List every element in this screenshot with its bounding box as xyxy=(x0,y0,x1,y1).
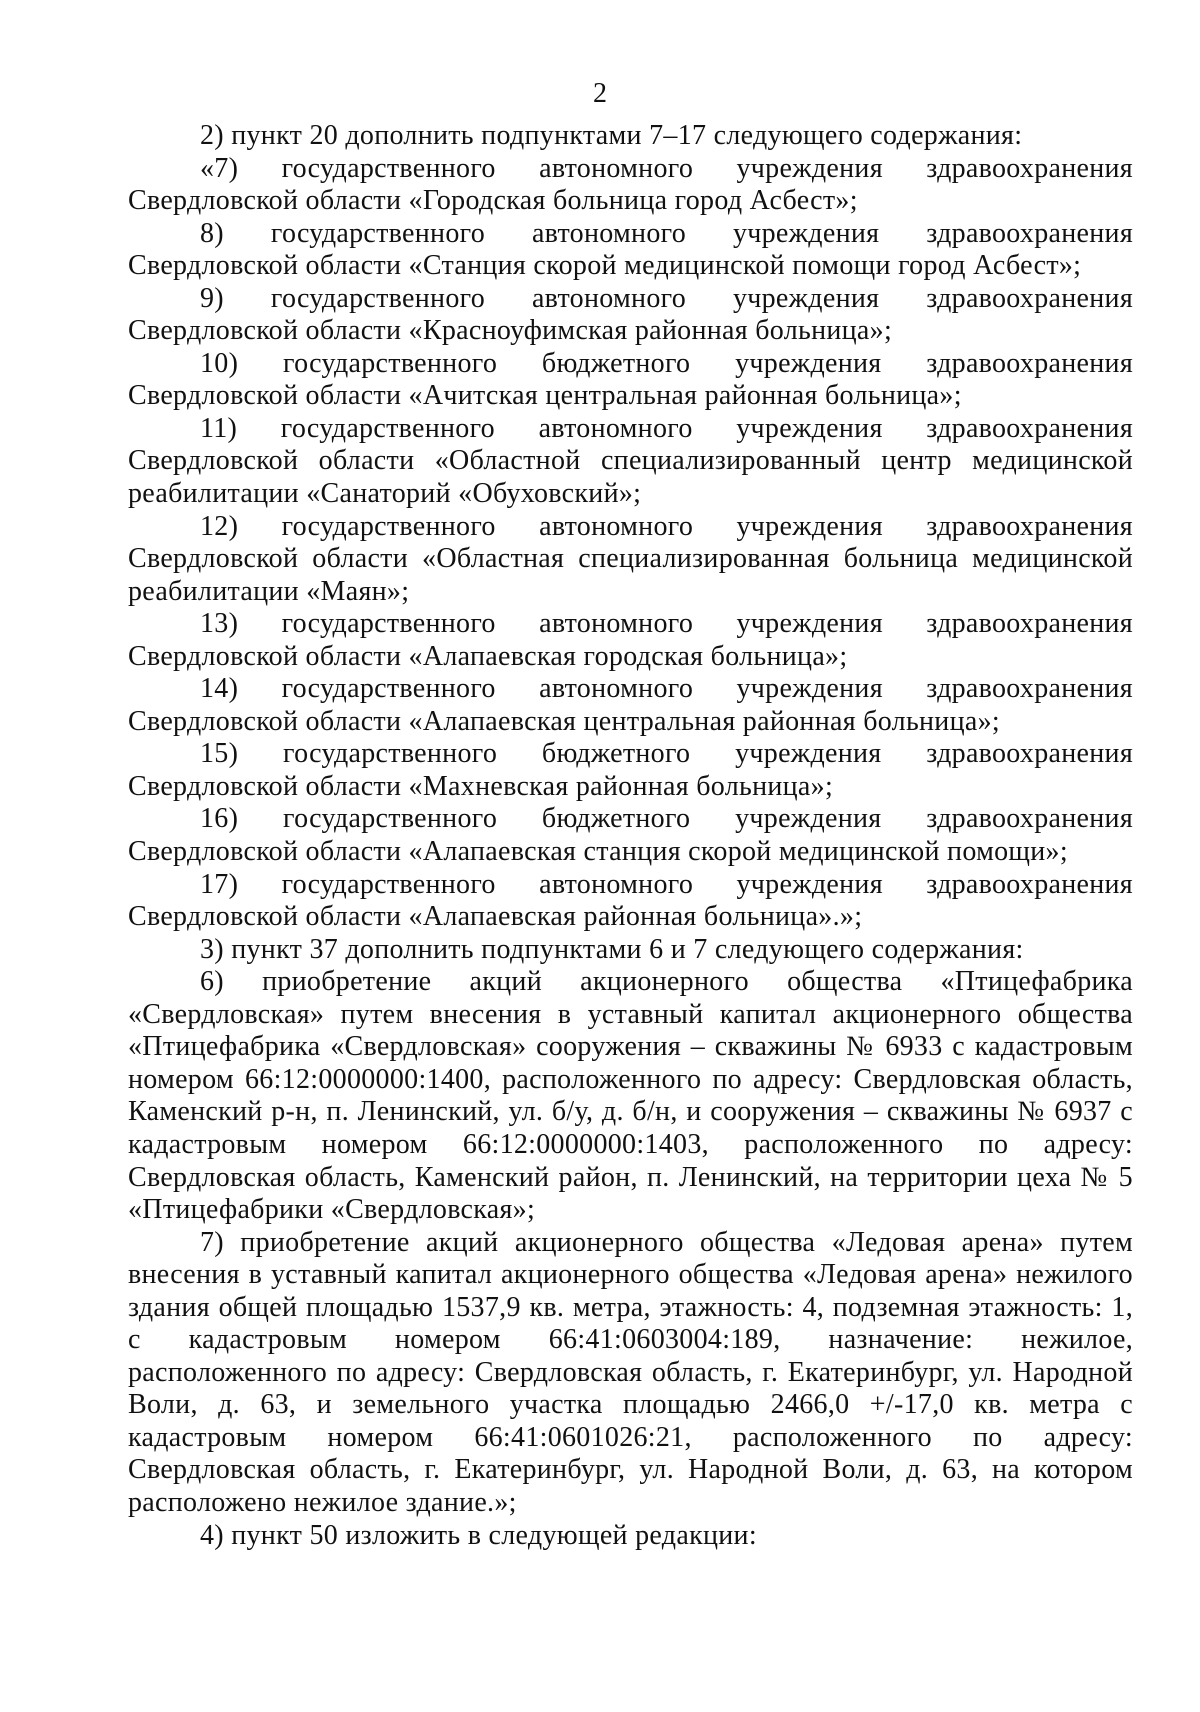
subitem-17: 17) государственного автономного учреждения здравоохранения Свердловской области «Алапаевская районная больница».»; xyxy=(128,868,1133,933)
subitem-12: 12) государственного автономного учреждения здравоохранения Свердловской области «Областная специализированная больница медицинской реабилитации «Маян»; xyxy=(128,510,1133,607)
subitem-8: 8) государственного автономного учреждения здравоохранения Свердловской области «Станция скорой медицинской помощи город Асбест»; xyxy=(128,217,1133,282)
subitem-16: 16) государственного бюджетного учреждения здравоохранения Свердловской области «Алапаевская станция скорой медицинской помощи»; xyxy=(128,803,1133,868)
subitem-14: 14) государственного автономного учреждения здравоохранения Свердловской области «Алапаевская центральная районная больница»; xyxy=(128,673,1133,737)
subitem-7-acquisition: 7) приобретение акций акционерного общества «Ледовая арена» путем внесения в уставный капитал акционерного общества «Ледовая арена» нежилого здания общей площадью 1537,9 кв. метра, этажность: 4, подземная этажность: 1, с кадастровым номером 66:41:0603004:189, назначение: нежилое, расположенного по адресу: Свердловская область, г. Екатеринбург, ул. Народной Воли, д. 63, и земельного участка площадью 2466,0 +/-17,0 кв. метра с кадастровым номером 66:41:0601026:21, расположенного по адресу: Свердловская область, г. Екатеринбург, ул. Народной Воли, д. 63, на котором расположено нежилое здание.»; xyxy=(128,1226,1133,1518)
paragraph-item-2-header: 2) пункт 20 дополнить подпунктами 7–17 следующего содержания: xyxy=(200,120,1023,151)
subitem-6-acquisition: 6) приобретение акций акционерного общества «Птицефабрика «Свердловская» путем внесения в уставный капитал акционерного общества «Птицефабрика «Свердловская» сооружения – скважины № 6933 с кадастровым номером 66:12:0000000:1400, расположенного по адресу: Свердловская область, Каменский р-н, п. Ленинский, ул. б/у, д. б/н, и сооружения – скважины № 6937 с кадастровым номером 66:12:0000000:1403, расположенного по адресу: Свердловская область, Каменский район, п. Ленинский, на территории цеха № 5 «Птицефабрики «Свердловская»; xyxy=(128,966,1133,1226)
paragraph-item-3-header: 3) пункт 37 дополнить подпунктами 6 и 7 следующего содержания: xyxy=(200,933,1024,965)
paragraph-item-4-header: 4) пункт 50 изложить в следующей редакции: xyxy=(200,1519,757,1551)
page-number: 2 xyxy=(593,78,607,109)
subitem-13: 13) государственного автономного учреждения здравоохранения Свердловской области «Алапаевская городская больница»; xyxy=(128,608,1133,672)
subitem-11: 11) государственного автономного учреждения здравоохранения Свердловской области «Областной специализированный центр медицинской реабилитации «Санаторий «Обуховский»; xyxy=(128,412,1133,510)
subitem-7: «7) государственного автономного учреждения здравоохранения Свердловской области «Городская больница город Асбест»; xyxy=(128,152,1133,217)
subitem-15: 15) государственного бюджетного учреждения здравоохранения Свердловской области «Махневская районная больница»; xyxy=(128,738,1133,802)
subitem-10: 10) государственного бюджетного учреждения здравоохранения Свердловской области «Ачитская центральная районная больница»; xyxy=(128,347,1133,412)
document-body xyxy=(128,120,1133,1552)
subitem-9: 9) государственного автономного учреждения здравоохранения Свердловской области «Красноуфимская районная больница»; xyxy=(128,282,1133,347)
